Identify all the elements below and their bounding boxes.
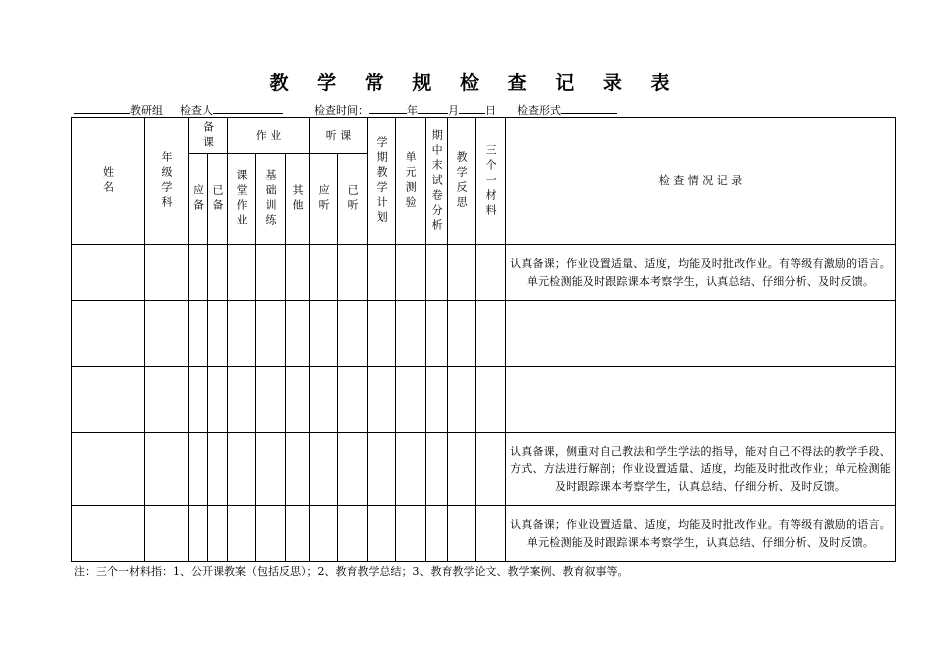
cell[interactable] <box>368 433 396 506</box>
cell[interactable] <box>286 245 310 301</box>
cell[interactable] <box>448 367 476 433</box>
cell[interactable] <box>448 433 476 506</box>
cell[interactable] <box>310 301 338 367</box>
cell[interactable] <box>208 367 228 433</box>
cell[interactable] <box>396 367 426 433</box>
cell[interactable] <box>448 301 476 367</box>
cell[interactable] <box>256 301 286 367</box>
cell[interactable] <box>310 245 338 301</box>
cell[interactable] <box>476 245 506 301</box>
header-homework: 作 业 <box>228 118 310 154</box>
header-basic-training: 基础训练 <box>256 154 286 245</box>
page-title: 教 学 常 规 检 查 记 录 表 <box>269 72 681 94</box>
cell[interactable] <box>426 433 448 506</box>
cell[interactable] <box>476 506 506 562</box>
table-row <box>72 367 896 433</box>
day-blank[interactable] <box>459 101 485 114</box>
year-blank[interactable] <box>369 101 407 114</box>
header-teaching-plan: 学期教学计划 <box>368 118 396 245</box>
cell[interactable] <box>228 301 256 367</box>
form-blank[interactable] <box>561 101 617 114</box>
record-cell[interactable] <box>506 301 896 367</box>
header-prepared: 已备 <box>208 154 228 245</box>
cell[interactable] <box>310 506 338 562</box>
header-unit-test: 单元测验 <box>396 118 426 245</box>
table-row <box>72 433 896 506</box>
cell[interactable] <box>368 367 396 433</box>
cell[interactable] <box>286 301 310 367</box>
table-row <box>72 301 896 367</box>
record-cell[interactable]: 认真备课；作业设置适量、适度，均能及时批改作业。有等级有激励的语言。单元检测能及时跟踪课本考察学生，认真总结、仔细分析、及时反馈。 <box>506 245 896 301</box>
header-listened: 已听 <box>338 154 368 245</box>
cell[interactable] <box>72 433 145 506</box>
cell[interactable] <box>476 367 506 433</box>
cell[interactable] <box>286 506 310 562</box>
record-cell[interactable]: 认真备课；作业设置适量、适度，均能及时批改作业。有等级有激励的语言。单元检测能及时跟踪课本考察学生，认真总结、仔细分析、及时反馈。 <box>506 506 896 562</box>
cell[interactable] <box>286 367 310 433</box>
header-reflection: 教学反思 <box>448 118 476 245</box>
year-label: 年 <box>407 104 418 117</box>
cell[interactable] <box>368 506 396 562</box>
month-blank[interactable] <box>418 101 448 114</box>
cell[interactable] <box>426 245 448 301</box>
cell[interactable] <box>338 245 368 301</box>
group-blank[interactable] <box>74 101 130 114</box>
cell[interactable] <box>256 367 286 433</box>
cell[interactable] <box>426 301 448 367</box>
cell[interactable] <box>396 433 426 506</box>
header-should-prep: 应备 <box>189 154 208 245</box>
header-grade-subject: 年级学科 <box>145 118 189 245</box>
header-exam-analysis: 期中末试卷分析 <box>426 118 448 245</box>
cell[interactable] <box>228 433 256 506</box>
cell[interactable] <box>476 433 506 506</box>
time-label: 检查时间： <box>314 104 369 117</box>
header-other: 其他 <box>286 154 310 245</box>
header-should-listen: 应听 <box>310 154 338 245</box>
cell[interactable] <box>310 367 338 433</box>
cell[interactable] <box>72 245 145 301</box>
form-label: 检查形式 <box>517 104 561 117</box>
cell[interactable] <box>208 433 228 506</box>
cell[interactable] <box>338 433 368 506</box>
cell[interactable] <box>426 367 448 433</box>
header-record: 检 查 情 况 记 录 <box>506 118 896 245</box>
table-row <box>72 245 896 301</box>
cell[interactable] <box>448 506 476 562</box>
inspector-label: 检查人 <box>180 104 213 117</box>
cell[interactable] <box>338 506 368 562</box>
group-label: 教研组 <box>130 104 163 117</box>
cell[interactable] <box>189 433 208 506</box>
cell[interactable] <box>338 301 368 367</box>
day-label: 日 <box>485 104 496 117</box>
header-three-one: 三个一材料 <box>476 118 506 245</box>
record-cell[interactable] <box>506 367 896 433</box>
cell[interactable] <box>368 301 396 367</box>
cell[interactable] <box>208 245 228 301</box>
header-listen: 听 课 <box>310 118 368 154</box>
header-lesson-prep: 备课 <box>189 118 228 154</box>
cell[interactable] <box>189 301 208 367</box>
cell[interactable] <box>476 301 506 367</box>
cell[interactable] <box>228 245 256 301</box>
cell[interactable] <box>256 433 286 506</box>
header-name: 姓名 <box>72 118 145 245</box>
cell[interactable] <box>396 245 426 301</box>
cell[interactable] <box>145 506 189 562</box>
cell[interactable] <box>208 301 228 367</box>
cell[interactable] <box>256 506 286 562</box>
cell[interactable] <box>208 506 228 562</box>
cell[interactable] <box>426 506 448 562</box>
footnote: 注：三个一材料指：1、公开课教案（包括反思）；2、教育教学总结；3、教育教学论文、教学案例、教育叙事等。 <box>74 565 629 578</box>
cell[interactable] <box>338 367 368 433</box>
month-label: 月 <box>448 104 459 117</box>
header-class-work: 课堂作业 <box>228 154 256 245</box>
cell[interactable] <box>72 367 145 433</box>
inspector-blank[interactable] <box>213 101 283 114</box>
cell[interactable] <box>228 506 256 562</box>
cell[interactable] <box>286 433 310 506</box>
cell[interactable] <box>145 245 189 301</box>
cell[interactable] <box>189 506 208 562</box>
record-cell[interactable]: 认真备课，侧重对自己教法和学生学法的指导，能对自己不得法的教学手段、方式、方法进行解剖；作业设置适量、适度，均能及时批改作业；单元检测能及时跟踪课本考察学生，认真总结、仔细分析、及时反馈。 <box>506 433 896 506</box>
cell[interactable] <box>72 506 145 562</box>
cell[interactable] <box>368 245 396 301</box>
info-line <box>74 101 617 118</box>
cell[interactable] <box>189 245 208 301</box>
cell[interactable] <box>72 301 145 367</box>
cell[interactable] <box>145 301 189 367</box>
cell[interactable] <box>145 433 189 506</box>
record-table <box>71 117 896 562</box>
cell[interactable] <box>189 367 208 433</box>
cell[interactable] <box>310 433 338 506</box>
cell[interactable] <box>228 367 256 433</box>
cell[interactable] <box>396 506 426 562</box>
table-row <box>72 506 896 562</box>
cell[interactable] <box>448 245 476 301</box>
cell[interactable] <box>396 301 426 367</box>
cell[interactable] <box>256 245 286 301</box>
cell[interactable] <box>145 367 189 433</box>
